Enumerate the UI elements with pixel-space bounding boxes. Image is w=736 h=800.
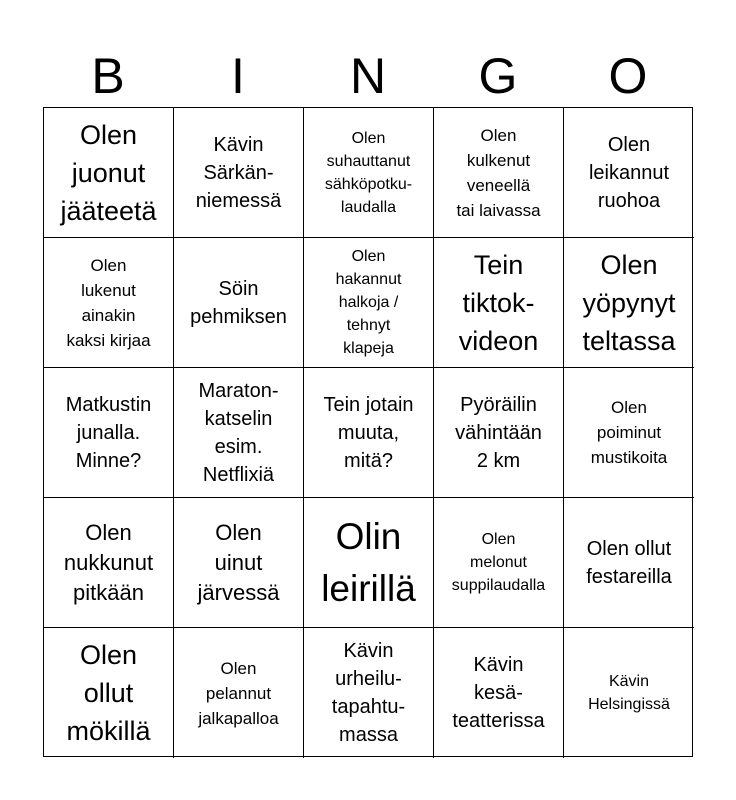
bingo-cell[interactable]: Olen kulkenut veneellä tai laivassa <box>434 108 564 238</box>
bingo-cell[interactable]: Olen ollut festareilla <box>564 498 694 628</box>
bingo-board <box>43 107 693 757</box>
header-letter-o: O <box>608 48 648 104</box>
header-letter-b: B <box>91 48 125 104</box>
bingo-cell[interactable]: Olen juonut jääteetä <box>44 108 174 238</box>
bingo-cell[interactable]: Pyöräilin vähintään 2 km <box>434 368 564 498</box>
bingo-cell[interactable]: Matkustin junalla. Minne? <box>44 368 174 498</box>
bingo-cell[interactable]: Olen lukenut ainakin kaksi kirjaa <box>44 238 174 368</box>
bingo-cell[interactable]: Olen melonut suppilaudalla <box>434 498 564 628</box>
bingo-cell[interactable]: Kävin Särkän- niemessä <box>174 108 304 238</box>
bingo-cell[interactable]: Olen ollut mökillä <box>44 628 174 758</box>
header-letter-i: I <box>231 48 245 104</box>
bingo-cell[interactable]: Olin leirillä <box>304 498 434 628</box>
header-letter-n: N <box>349 48 387 104</box>
bingo-cell[interactable]: Olen poiminut mustikoita <box>564 368 694 498</box>
bingo-cell[interactable]: Kävin Helsingissä <box>588 673 670 713</box>
bingo-cell[interactable]: Kävin kesä- teatterissa <box>434 628 564 758</box>
bingo-header <box>43 48 693 104</box>
bingo-cell[interactable]: Olen nukkunut pitkään <box>44 498 174 628</box>
bingo-cell[interactable]: Olen uinut järvessä <box>174 498 304 628</box>
bingo-cell[interactable]: Söin pehmiksen <box>174 238 304 368</box>
header-letter-g: G <box>478 48 518 104</box>
bingo-cell[interactable]: Olen suhauttanut sähköpotku- laudalla <box>304 108 434 238</box>
bingo-cell[interactable]: Kävin urheilu- tapahtu- massa <box>304 628 434 758</box>
bingo-cell[interactable]: Olen leikannut ruohoa <box>564 108 694 238</box>
bingo-cell[interactable]: Tein tiktok- videon <box>434 238 564 368</box>
bingo-cell[interactable]: Olen hakannut halkoja / tehnyt klapeja <box>304 238 434 368</box>
bingo-cell[interactable]: Olen pelannut jalkapalloa <box>174 628 304 758</box>
bingo-cell[interactable]: Olen yöpynyt teltassa <box>564 238 694 368</box>
bingo-cell[interactable]: Maraton- katselin esim. Netflixiä <box>174 368 304 498</box>
bingo-cell[interactable]: Tein jotain muuta, mitä? <box>304 368 434 498</box>
